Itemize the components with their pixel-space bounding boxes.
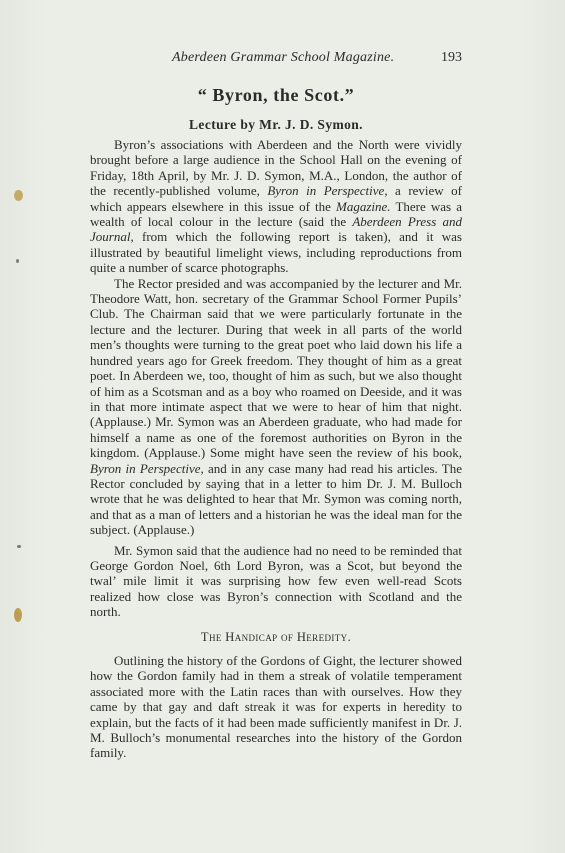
section-heading: The Handicap of Heredity.: [200, 629, 352, 644]
paragraph-2-text-c: and in any case many had read his articles. The Rector concluded by saying that in a letter to him Dr. J. M. Bulloch wrote that he was delighted to hear that Mr. Symon was coming north, and that as a man of letters and a historian he was the ideal man for the subject. (Applause.): [90, 460, 462, 538]
article-title: “ Byron, the Scot.”: [197, 85, 355, 105]
article-subtitle: Lecture by Mr. J. D. Symon.: [189, 117, 363, 132]
margin-stain-mark: [14, 190, 23, 201]
paragraph-4: Outlining the history of the Gordons of Gight, the lecturer showed how the Gordon family had in them a streak of volatile temperament associated more with the Latin races than with ourselves. How they came by that gay and daft streak it was for experts in heredity to explain, but the facts of it had been made sufficiently manifest in Dr. J. M. Bulloch’s monumental researches into the history of the Gordon family.: [90, 653, 462, 761]
margin-speck: [16, 259, 19, 263]
paragraph-2: [90, 276, 462, 538]
paragraph-1: [90, 137, 462, 276]
paragraph-2-text-a: The Rector presided and was accompanied by the lecturer and Mr. Theodore Watt, hon. secretary of the Grammar School Former Pupils’ Club. The Chairman said that we were particularly fortunate in the lecture and the lecturer. During that week in all parts of the world men’s thoughts were turning to the great poet who laid down his life a hundred years ago for Greek freedom. They thought of him as a great poet. In Aberdeen we, too, thought of him as such, but we also thought of him as a Scotsman and as a boy who roamed on Deeside, and it was in that more intimate aspect that we were to hear of him that night. (Applause.) Mr. Symon was an Aberdeen graduate, who had made for himself a name as one of the foremost authorities on Byron in the kingdom. (Applause.) Some might have seen the review of his book,: [90, 275, 462, 461]
journal-title: Aberdeen Grammar School Magazine.: [172, 50, 395, 65]
paragraph-1-text-e: There was a wealth of local colour in the lecture (said the: [90, 198, 462, 230]
running-head: [90, 50, 462, 70]
margin-speck: [17, 545, 21, 548]
newspaper-italic: Aberdeen Press and Journal,: [90, 214, 462, 245]
paragraph-3: Mr. Symon said that the audience had no need to be reminded that George Gordon Noel, 6th Lord Byron, was a Scot, but beyond the twal’ mile limit it was surprising how few even well-read Scots realized how close was Byron’s connection with Scotland and the north.: [90, 542, 462, 620]
paragraph-1-text-c: a review of which appears elsewhere in this issue of the: [90, 183, 462, 214]
paragraph-1-text-g: from which the following report is taken), and it was illustrated by beautiful limelight views, including reproductions from quite a number of scarce photographs.: [90, 229, 462, 276]
margin-stain-mark: [14, 608, 22, 622]
page-number: 193: [441, 50, 462, 65]
book-title-italic: Byron in Perspective,: [267, 183, 388, 199]
paragraph-1-text-a: Byron’s associations with Aberdeen and the North were vividly brought before a large audience in the School Hall on the evening of Friday, 18th April, by Mr. J. D. Symon, M.A., London, the author of the recently-published volume,: [90, 137, 462, 199]
article-body: [90, 137, 462, 761]
book-title-italic-2: Byron in Perspective,: [90, 460, 204, 476]
magazine-italic: Magazine.: [336, 198, 391, 214]
